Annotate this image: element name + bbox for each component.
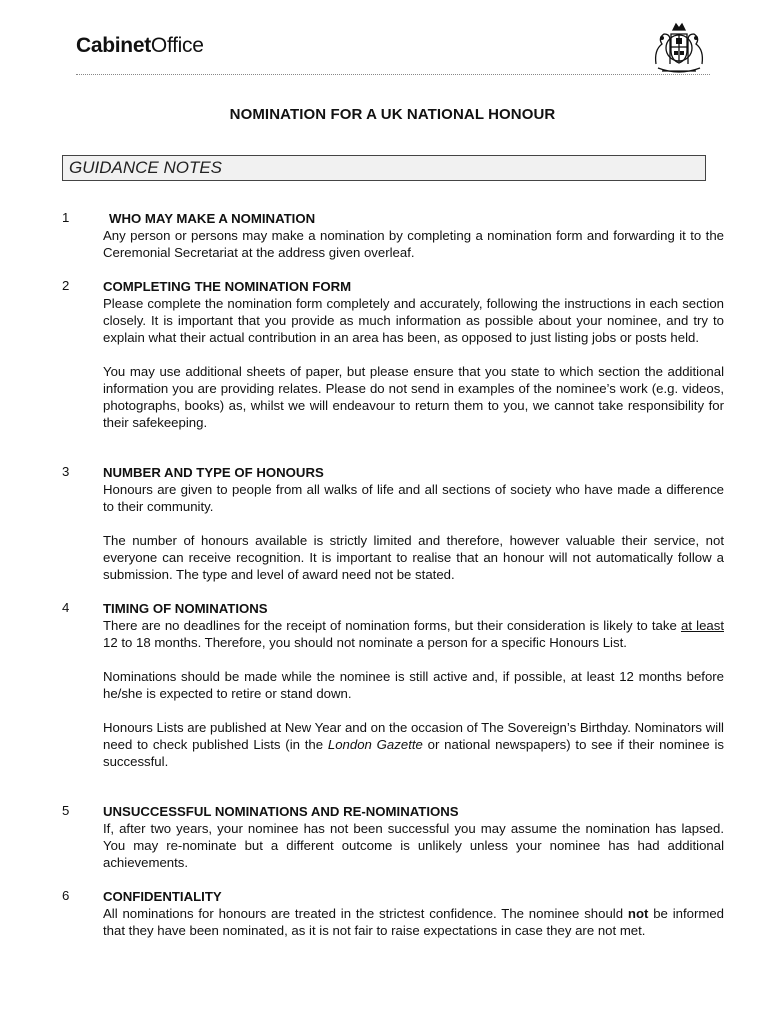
section-paragraph: Any person or persons may make a nomination by completing a nomination form and forwarding it to the Ceremonial Secretariat at the address given overleaf. — [103, 228, 724, 260]
guidance-notes-heading: GUIDANCE NOTES — [69, 158, 223, 177]
text-run: All nominations for honours are treated in the strictest confidence. The nominee should — [103, 906, 628, 921]
section-number: 3 — [62, 464, 70, 479]
italic-text: London Gazette — [327, 737, 423, 752]
section-heading: WHO MAY MAKE A NOMINATION — [109, 211, 316, 226]
underlined-text: at least — [680, 618, 724, 633]
text-run: 12 to 18 months. Therefore, you should not nominate a person for a specific Honours List. — [103, 635, 627, 650]
section-heading: UNSUCCESSFUL NOMINATIONS AND RE-NOMINATIONS — [103, 804, 459, 819]
section-number: 6 — [62, 888, 70, 903]
logo-light-text: Office — [150, 34, 204, 57]
section-5 — [62, 803, 724, 871]
section-heading: CONFIDENTIALITY — [103, 889, 222, 904]
section-4 — [62, 600, 724, 770]
section-heading: COMPLETING THE NOMINATION FORM — [103, 279, 352, 294]
bold-text: not — [627, 906, 649, 921]
section-2 — [62, 278, 724, 431]
section-paragraph — [103, 617, 724, 651]
text-run: Honours Lists are published at New Year and on the occasion of The Sovereign’s Birthday. Nominators will need to check published Lists (in the — [103, 720, 724, 752]
text-run: be informed that they have been nominated, as it is not fair to raise expectations in case they are not met. — [103, 906, 725, 938]
header-divider — [76, 74, 710, 75]
section-heading: NUMBER AND TYPE OF HONOURS — [103, 465, 324, 480]
section-paragraph — [103, 719, 724, 770]
section-paragraph: The number of honours available is strictly limited and therefore, however valuable their service, not everyone can receive recognition. It is important to realise that an honour will not automatically follow a submission. The type and level of award need not be stated. — [103, 533, 724, 582]
section-6 — [62, 888, 724, 939]
section-3 — [62, 464, 724, 583]
section-number: 5 — [62, 803, 70, 818]
section-paragraph: If, after two years, your nominee has not been successful you may assume the nomination has lapsed. You may re-nominate but a different outcome is unlikely unless your nominee has had additional achievements. — [103, 821, 724, 870]
text-run: There are no deadlines for the receipt of nomination forms, but their consideration is likely to take — [103, 618, 681, 633]
section-number: 4 — [62, 600, 70, 615]
logo-bold-text: Cabinet — [76, 34, 151, 57]
section-paragraph: Nominations should be made while the nominee is still active and, if possible, at least 12 months before he/she is expected to retire or stand down. — [103, 669, 724, 701]
section-number: 2 — [62, 278, 70, 293]
royal-coat-of-arms-icon — [648, 20, 710, 76]
section-paragraph: Please complete the nomination form completely and accurately, following the instructions in each section closely. It is important that you provide as much information as possible about your nominee, and try to explain what their actual contribution in an area has been, as opposed to just listing jobs or posts held. — [103, 296, 724, 345]
guidance-notes-box — [62, 155, 706, 181]
section-paragraph: You may use additional sheets of paper, but please ensure that you state to which section the additional information you are providing relates. Please do not send in examples of the nominee’s work (e.g. videos, photographs, books) as, whilst we will endeavour to return them to you, we cannot take responsibility for their safekeeping. — [103, 364, 724, 430]
page-title: NOMINATION FOR A UK NATIONAL HONOUR — [229, 106, 556, 123]
cabinet-office-logo — [76, 34, 204, 58]
section-heading: TIMING OF NOMINATIONS — [103, 601, 268, 616]
text-run: or national newspapers) to see if their nominee is successful. — [103, 737, 724, 769]
section-1 — [62, 210, 724, 261]
section-number: 1 — [62, 210, 70, 225]
section-paragraph: Honours are given to people from all walks of life and all sections of society who have made a difference to their community. — [103, 482, 724, 514]
section-paragraph — [103, 905, 724, 939]
